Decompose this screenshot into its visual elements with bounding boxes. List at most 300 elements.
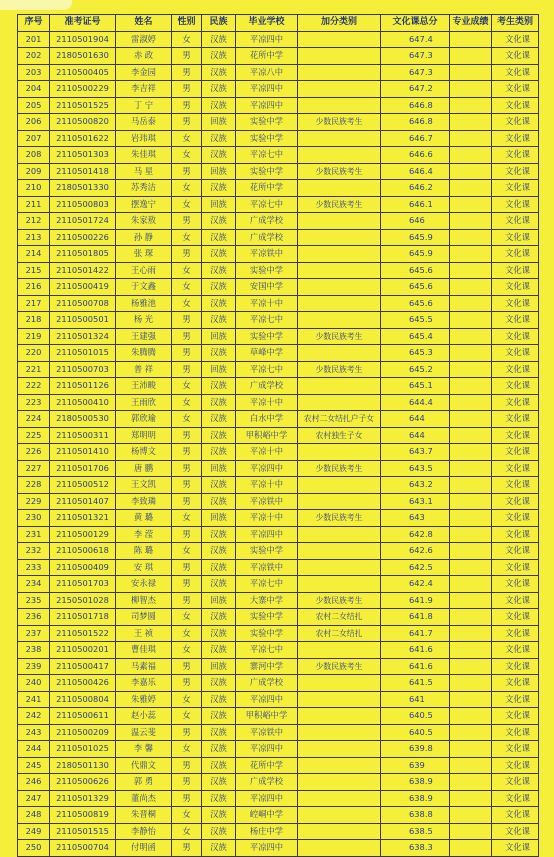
cell-candidate-type: 文化课: [492, 81, 539, 98]
cell-major-score: [450, 130, 492, 147]
cell-seq: 206: [18, 114, 50, 131]
table-row: [18, 477, 539, 494]
cell-school: 平凉十中: [236, 477, 298, 494]
cell-total-score: 644.4: [381, 394, 450, 411]
cell-bonus-type: [298, 147, 381, 164]
cell-name: 赵小蕊: [116, 708, 172, 725]
cell-bonus-type: [298, 840, 381, 857]
cell-exam-id: 2110500226: [50, 229, 116, 246]
cell-total-score: 640.5: [381, 708, 450, 725]
cell-seq: 214: [18, 246, 50, 263]
cell-candidate-type: 文化课: [492, 130, 539, 147]
table-row: [18, 741, 539, 758]
cell-major-score: [450, 609, 492, 626]
cell-major-score: [450, 279, 492, 296]
cell-gender: 男: [172, 658, 202, 675]
cell-name: 朱晋桐: [116, 807, 172, 824]
cell-bonus-type: [298, 493, 381, 510]
cell-ethnicity: 汉族: [202, 477, 236, 494]
cell-bonus-type: 少数民族考生: [298, 592, 381, 609]
cell-candidate-type: 文化课: [492, 576, 539, 593]
cell-bonus-type: 少数民族考生: [298, 196, 381, 213]
header-bonus-type: 加分类别: [298, 15, 381, 32]
cell-candidate-type: 文化课: [492, 790, 539, 807]
cell-total-score: 646.8: [381, 114, 450, 131]
cell-name: 岩玮琪: [116, 130, 172, 147]
cell-ethnicity: 汉族: [202, 609, 236, 626]
cell-total-score: 641.9: [381, 592, 450, 609]
cell-ethnicity: 回族: [202, 114, 236, 131]
cell-gender: 男: [172, 675, 202, 692]
table-row: [18, 823, 539, 840]
table-row: [18, 147, 539, 164]
cell-school: 广成学校: [236, 213, 298, 230]
cell-ethnicity: 汉族: [202, 246, 236, 263]
cell-total-score: 638.8: [381, 807, 450, 824]
cell-name: 杨雅池: [116, 295, 172, 312]
cell-seq: 237: [18, 625, 50, 642]
cell-candidate-type: 文化课: [492, 625, 539, 642]
cell-total-score: 639.8: [381, 741, 450, 758]
cell-bonus-type: [298, 394, 381, 411]
cell-bonus-type: [298, 295, 381, 312]
cell-bonus-type: [298, 312, 381, 329]
cell-ethnicity: 汉族: [202, 444, 236, 461]
cell-exam-id: 2110501418: [50, 163, 116, 180]
cell-name: 马素福: [116, 658, 172, 675]
cell-major-score: [450, 328, 492, 345]
cell-major-score: [450, 163, 492, 180]
cell-gender: 男: [172, 477, 202, 494]
cell-total-score: 646.6: [381, 147, 450, 164]
cell-major-score: [450, 246, 492, 263]
cell-seq: 238: [18, 642, 50, 659]
table-row: [18, 559, 539, 576]
cell-major-score: [450, 262, 492, 279]
cell-school: 实验中学: [236, 114, 298, 131]
table-row: [18, 196, 539, 213]
cell-gender: 女: [172, 708, 202, 725]
cell-total-score: 643.1: [381, 493, 450, 510]
cell-major-score: [450, 213, 492, 230]
cell-seq: 229: [18, 493, 50, 510]
cell-major-score: [450, 312, 492, 329]
cell-total-score: 644: [381, 411, 450, 428]
cell-ethnicity: 汉族: [202, 741, 236, 758]
table-row: [18, 378, 539, 395]
cell-total-score: 647.3: [381, 48, 450, 65]
cell-gender: 女: [172, 510, 202, 527]
cell-exam-id: 2180501130: [50, 757, 116, 774]
table-row: [18, 180, 539, 197]
table-row: [18, 691, 539, 708]
cell-bonus-type: 农村二女结扎户子女: [298, 411, 381, 428]
cell-school: 平凉铁中: [236, 246, 298, 263]
cell-total-score: 639: [381, 757, 450, 774]
cell-candidate-type: 文化课: [492, 328, 539, 345]
cell-school: 平凉七中: [236, 312, 298, 329]
cell-ethnicity: 回族: [202, 328, 236, 345]
cell-name: 王沛畯: [116, 378, 172, 395]
cell-school: 草峰中学: [236, 345, 298, 362]
cell-name: 董尚杰: [116, 790, 172, 807]
cell-exam-id: 2110500410: [50, 394, 116, 411]
cell-gender: 男: [172, 493, 202, 510]
cell-seq: 226: [18, 444, 50, 461]
cell-gender: 女: [172, 642, 202, 659]
cell-candidate-type: 文化课: [492, 592, 539, 609]
cell-seq: 228: [18, 477, 50, 494]
cell-ethnicity: 回族: [202, 592, 236, 609]
cell-gender: 男: [172, 592, 202, 609]
cell-seq: 222: [18, 378, 50, 395]
cell-candidate-type: 文化课: [492, 411, 539, 428]
table-row: [18, 361, 539, 378]
cell-school: 大寨中学: [236, 592, 298, 609]
table-row: [18, 114, 539, 131]
cell-school: 平凉四中: [236, 790, 298, 807]
cell-exam-id: 2110501703: [50, 576, 116, 593]
cell-exam-id: 2110501015: [50, 345, 116, 362]
cell-name: 付明函: [116, 840, 172, 857]
table-row: [18, 675, 539, 692]
cell-ethnicity: 汉族: [202, 130, 236, 147]
cell-candidate-type: 文化课: [492, 691, 539, 708]
cell-seq: 239: [18, 658, 50, 675]
cell-bonus-type: 少数民族考生: [298, 328, 381, 345]
cell-seq: 248: [18, 807, 50, 824]
cell-name: 李静怡: [116, 823, 172, 840]
cell-ethnicity: 汉族: [202, 147, 236, 164]
paper-smudge: [0, 0, 72, 10]
table-row: [18, 163, 539, 180]
cell-candidate-type: 文化课: [492, 427, 539, 444]
table-row: [18, 625, 539, 642]
cell-ethnicity: 汉族: [202, 823, 236, 840]
cell-bonus-type: 少数民族考生: [298, 163, 381, 180]
header-candidate-type: 考生类别: [492, 15, 539, 32]
cell-exam-id: 2110500129: [50, 526, 116, 543]
cell-name: 马岳泰: [116, 114, 172, 131]
cell-candidate-type: 文化课: [492, 757, 539, 774]
header-school: 毕业学校: [236, 15, 298, 32]
cell-name: 朱佳琪: [116, 147, 172, 164]
cell-major-score: [450, 378, 492, 395]
cell-bonus-type: [298, 48, 381, 65]
cell-school: 实验中学: [236, 262, 298, 279]
cell-name: 丁 宁: [116, 97, 172, 114]
cell-total-score: 641.6: [381, 642, 450, 659]
cell-seq: 221: [18, 361, 50, 378]
cell-bonus-type: [298, 64, 381, 81]
cell-major-score: [450, 477, 492, 494]
cell-seq: 204: [18, 81, 50, 98]
cell-total-score: 640.5: [381, 724, 450, 741]
cell-major-score: [450, 394, 492, 411]
header-gender: 性别: [172, 15, 202, 32]
cell-exam-id: 2110501622: [50, 130, 116, 147]
cell-bonus-type: 农村独生子女: [298, 427, 381, 444]
cell-gender: 男: [172, 724, 202, 741]
cell-major-score: [450, 592, 492, 609]
cell-ethnicity: 汉族: [202, 774, 236, 791]
cell-candidate-type: 文化课: [492, 378, 539, 395]
cell-school: 平凉四中: [236, 741, 298, 758]
cell-seq: 224: [18, 411, 50, 428]
cell-total-score: 638.3: [381, 840, 450, 857]
table-row: [18, 543, 539, 560]
cell-gender: 男: [172, 64, 202, 81]
cell-school: 平凉七中: [236, 361, 298, 378]
cell-bonus-type: [298, 81, 381, 98]
table-row: [18, 229, 539, 246]
cell-bonus-type: [298, 279, 381, 296]
cell-candidate-type: 文化课: [492, 559, 539, 576]
cell-exam-id: 2110500820: [50, 114, 116, 131]
cell-candidate-type: 文化课: [492, 97, 539, 114]
cell-total-score: 643: [381, 510, 450, 527]
cell-ethnicity: 汉族: [202, 493, 236, 510]
cell-candidate-type: 文化课: [492, 493, 539, 510]
table-row: [18, 757, 539, 774]
cell-exam-id: 2110500819: [50, 807, 116, 824]
cell-school: 平凉四中: [236, 526, 298, 543]
cell-seq: 242: [18, 708, 50, 725]
cell-name: 于文鑫: [116, 279, 172, 296]
cell-candidate-type: 文化课: [492, 823, 539, 840]
cell-school: 广成学校: [236, 378, 298, 395]
table-row: [18, 130, 539, 147]
cell-name: 马 星: [116, 163, 172, 180]
cell-school: 平凉铁中: [236, 493, 298, 510]
cell-seq: 236: [18, 609, 50, 626]
cell-seq: 211: [18, 196, 50, 213]
cell-exam-id: 2110500704: [50, 840, 116, 857]
cell-total-score: 646: [381, 213, 450, 230]
cell-major-score: [450, 807, 492, 824]
cell-gender: 男: [172, 163, 202, 180]
cell-candidate-type: 文化课: [492, 774, 539, 791]
cell-candidate-type: 文化课: [492, 114, 539, 131]
cell-exam-id: 2110500426: [50, 675, 116, 692]
cell-candidate-type: 文化课: [492, 345, 539, 362]
cell-total-score: 638.5: [381, 823, 450, 840]
cell-exam-id: 2110500611: [50, 708, 116, 725]
cell-total-score: 642.6: [381, 543, 450, 560]
cell-name: 李 馨: [116, 741, 172, 758]
cell-school: 花所中学: [236, 180, 298, 197]
cell-exam-id: 2110501422: [50, 262, 116, 279]
cell-gender: 女: [172, 295, 202, 312]
cell-seq: 243: [18, 724, 50, 741]
cell-school: 广成学校: [236, 675, 298, 692]
cell-gender: 男: [172, 246, 202, 263]
cell-gender: 女: [172, 378, 202, 395]
cell-ethnicity: 汉族: [202, 576, 236, 593]
cell-exam-id: 2180501330: [50, 180, 116, 197]
cell-school: 实验中学: [236, 625, 298, 642]
cell-name: 郭欣瑜: [116, 411, 172, 428]
cell-candidate-type: 文化课: [492, 64, 539, 81]
cell-ethnicity: 汉族: [202, 378, 236, 395]
table-row: [18, 345, 539, 362]
cell-ethnicity: 汉族: [202, 708, 236, 725]
table-row: [18, 312, 539, 329]
cell-exam-id: 2110500311: [50, 427, 116, 444]
cell-bonus-type: [298, 378, 381, 395]
cell-total-score: 645.6: [381, 295, 450, 312]
table-row: [18, 444, 539, 461]
cell-major-score: [450, 31, 492, 48]
cell-name: 张 琛: [116, 246, 172, 263]
cell-school: 崆峒中学: [236, 807, 298, 824]
cell-total-score: 645.1: [381, 378, 450, 395]
cell-seq: 208: [18, 147, 50, 164]
cell-bonus-type: [298, 31, 381, 48]
cell-gender: 男: [172, 774, 202, 791]
cell-candidate-type: 文化课: [492, 642, 539, 659]
cell-school: 平凉四中: [236, 460, 298, 477]
cell-name: 李致璘: [116, 493, 172, 510]
cell-candidate-type: 文化课: [492, 543, 539, 560]
table-row: [18, 658, 539, 675]
table-row: [18, 724, 539, 741]
cell-seq: 216: [18, 279, 50, 296]
cell-school: 平凉铁中: [236, 559, 298, 576]
cell-total-score: 641.5: [381, 675, 450, 692]
cell-exam-id: 2180500530: [50, 411, 116, 428]
cell-school: 平凉十中: [236, 510, 298, 527]
cell-school: 花所中学: [236, 757, 298, 774]
cell-gender: 女: [172, 196, 202, 213]
cell-exam-id: 2110501126: [50, 378, 116, 395]
cell-gender: 男: [172, 460, 202, 477]
cell-name: 王 祯: [116, 625, 172, 642]
cell-ethnicity: 汉族: [202, 312, 236, 329]
cell-exam-id: 2150501028: [50, 592, 116, 609]
cell-total-score: 645.9: [381, 246, 450, 263]
cell-school: 白水中学: [236, 411, 298, 428]
cell-gender: 女: [172, 394, 202, 411]
cell-exam-id: 2110500703: [50, 361, 116, 378]
cell-name: 雷淑婷: [116, 31, 172, 48]
cell-major-score: [450, 526, 492, 543]
cell-exam-id: 2110500417: [50, 658, 116, 675]
cell-major-score: [450, 493, 492, 510]
cell-gender: 男: [172, 444, 202, 461]
cell-gender: 女: [172, 147, 202, 164]
cell-name: 摆逸宁: [116, 196, 172, 213]
cell-ethnicity: 汉族: [202, 724, 236, 741]
cell-total-score: 645.3: [381, 345, 450, 362]
cell-total-score: 641.7: [381, 625, 450, 642]
cell-seq: 245: [18, 757, 50, 774]
cell-gender: 女: [172, 262, 202, 279]
header-exam-id: 准考证号: [50, 15, 116, 32]
table-row: [18, 262, 539, 279]
cell-exam-id: 2110501321: [50, 510, 116, 527]
cell-total-score: 643.7: [381, 444, 450, 461]
cell-exam-id: 2110501025: [50, 741, 116, 758]
cell-school: 实验中学: [236, 609, 298, 626]
cell-name: 安永禄: [116, 576, 172, 593]
cell-school: 杨庄中学: [236, 823, 298, 840]
cell-ethnicity: 汉族: [202, 526, 236, 543]
cell-school: 平凉七中: [236, 196, 298, 213]
cell-exam-id: 2110500201: [50, 642, 116, 659]
cell-bonus-type: [298, 675, 381, 692]
cell-bonus-type: [298, 823, 381, 840]
cell-bonus-type: [298, 543, 381, 560]
cell-ethnicity: 汉族: [202, 31, 236, 48]
cell-school: 平凉七中: [236, 147, 298, 164]
cell-total-score: 646.2: [381, 180, 450, 197]
cell-gender: 男: [172, 328, 202, 345]
header-ethnicity: 民族: [202, 15, 236, 32]
header-seq: 序号: [18, 15, 50, 32]
cell-seq: 205: [18, 97, 50, 114]
cell-seq: 212: [18, 213, 50, 230]
cell-total-score: 646.7: [381, 130, 450, 147]
cell-major-score: [450, 510, 492, 527]
cell-major-score: [450, 444, 492, 461]
cell-candidate-type: 文化课: [492, 460, 539, 477]
table-row: [18, 411, 539, 428]
cell-candidate-type: 文化课: [492, 31, 539, 48]
cell-name: 柳智杰: [116, 592, 172, 609]
cell-ethnicity: 汉族: [202, 81, 236, 98]
table-row: [18, 493, 539, 510]
cell-name: 朱雅婷: [116, 691, 172, 708]
cell-total-score: 645.9: [381, 229, 450, 246]
cell-ethnicity: 汉族: [202, 262, 236, 279]
cell-major-score: [450, 642, 492, 659]
cell-total-score: 646.4: [381, 163, 450, 180]
table-row: [18, 246, 539, 263]
cell-seq: 219: [18, 328, 50, 345]
cell-ethnicity: 汉族: [202, 625, 236, 642]
cell-exam-id: 2110500804: [50, 691, 116, 708]
cell-exam-id: 2110500229: [50, 81, 116, 98]
cell-ethnicity: 汉族: [202, 180, 236, 197]
cell-gender: 男: [172, 790, 202, 807]
cell-school: 平凉四中: [236, 97, 298, 114]
cell-total-score: 638.9: [381, 790, 450, 807]
cell-major-score: [450, 658, 492, 675]
header-name: 姓名: [116, 15, 172, 32]
cell-gender: 男: [172, 840, 202, 857]
cell-ethnicity: 回族: [202, 196, 236, 213]
cell-seq: 225: [18, 427, 50, 444]
cell-bonus-type: 少数民族考生: [298, 460, 381, 477]
cell-school: 平凉七中: [236, 576, 298, 593]
cell-gender: 女: [172, 279, 202, 296]
table-row: [18, 64, 539, 81]
cell-major-score: [450, 147, 492, 164]
cell-major-score: [450, 708, 492, 725]
cell-ethnicity: 汉族: [202, 559, 236, 576]
cell-total-score: 646.8: [381, 97, 450, 114]
cell-seq: 227: [18, 460, 50, 477]
score-table: [17, 14, 539, 857]
cell-bonus-type: [298, 576, 381, 593]
cell-gender: 女: [172, 229, 202, 246]
table-row: [18, 592, 539, 609]
cell-name: 黄 璐: [116, 510, 172, 527]
cell-total-score: 647.4: [381, 31, 450, 48]
cell-exam-id: 2110501525: [50, 97, 116, 114]
cell-ethnicity: 汉族: [202, 790, 236, 807]
